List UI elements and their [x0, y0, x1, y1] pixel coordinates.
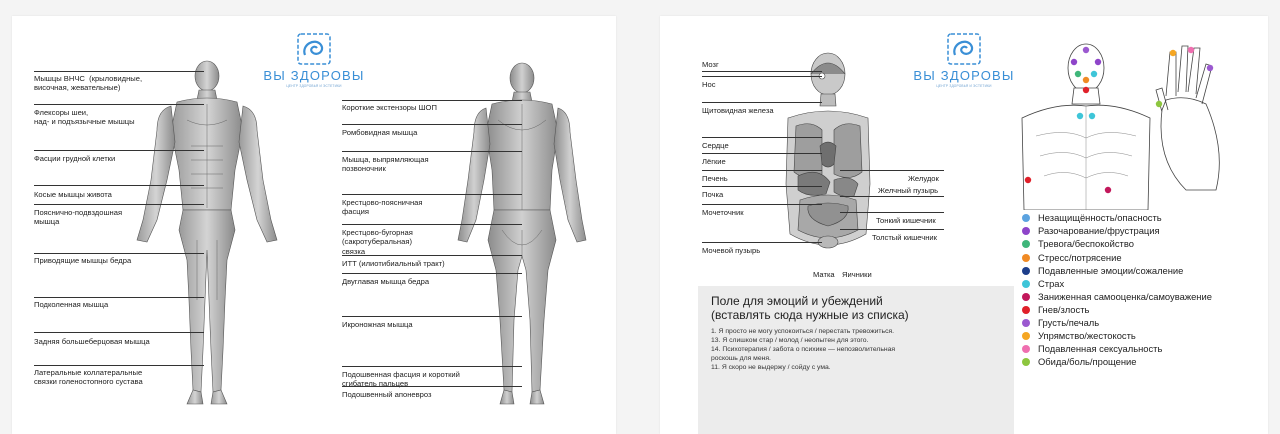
color-dot-icon: [1022, 358, 1030, 366]
pointer-line: [34, 297, 204, 298]
legend-label: Подавленные эмоции/сожаление: [1038, 265, 1184, 276]
color-dot-icon: [1022, 293, 1030, 301]
label-gallbladder: Желчный пузырь: [878, 186, 939, 195]
pointer-line: [34, 332, 204, 333]
pointer-line: [34, 104, 204, 105]
legend-label: Подавленная сексуальность: [1038, 343, 1163, 354]
legend-label: Тревога/беспокойство: [1038, 238, 1134, 249]
pointer-line: [702, 137, 822, 138]
organs-figure: [778, 34, 878, 274]
color-dot-icon: [1022, 306, 1030, 314]
logo-brand: ВЫ ЗДОРОВЫ: [263, 68, 365, 83]
pointer-line: [342, 100, 522, 101]
label-ureter: Мочеточник: [702, 208, 744, 217]
color-dot-icon: [1022, 319, 1030, 327]
label-gastrocnemius: Икроножная мышца: [342, 320, 413, 329]
legend-label: Стресс/потрясение: [1038, 252, 1122, 263]
label-short-extensors: Короткие экстензоры ШОП: [342, 103, 437, 112]
pointer-line: [342, 151, 522, 152]
page-muscles: [12, 16, 616, 434]
legend-item: [1022, 225, 1160, 236]
label-thigh-adductors: Приводящие мышцы бедра: [34, 256, 132, 265]
pointer-line: [702, 170, 822, 171]
logo-icon: [947, 33, 981, 65]
pointer-line: [702, 76, 822, 77]
label-erector-spinae: Мышца, выпрямляющая позвоночник: [342, 155, 429, 174]
pointer-line: [342, 224, 522, 225]
pointer-line: [342, 386, 522, 387]
label-itt: ИТТ (илиотибиальный тракт): [342, 259, 445, 268]
body-back-figure: [452, 60, 592, 410]
pointer-line: [702, 186, 822, 187]
legend-item: [1022, 238, 1134, 249]
label-brain: Мозг: [702, 60, 719, 69]
label-bladder: Мочевой пузырь: [702, 246, 761, 255]
pointer-line: [702, 204, 822, 205]
pointer-line: [34, 71, 204, 72]
label-uterus: Матка: [813, 270, 835, 279]
pointer-line: [342, 124, 522, 125]
logo-brand: ВЫ ЗДОРОВЫ: [913, 68, 1015, 83]
legend-item: [1022, 278, 1064, 289]
label-tmj-muscles: Мышцы ВНЧС (крыловидные, височная, жевательные): [34, 74, 143, 93]
label-heart: Сердце: [702, 141, 729, 150]
legend-item: [1022, 330, 1136, 341]
page-organs-emotions: [660, 16, 1268, 434]
color-dot-icon: [1022, 267, 1030, 275]
color-dot-icon: [1022, 240, 1030, 248]
label-large-intestine: Толстый кишечник: [872, 233, 937, 242]
pointer-line: [34, 253, 204, 254]
list-item: 1. Я просто не могу успокоиться / перестать тревожиться.: [711, 328, 895, 335]
label-sacrotuberous-ligament: Крестцово-бугорная (сакротуберальная) связка: [342, 228, 413, 256]
pointer-line: [34, 204, 204, 205]
label-thyroid: Щитовидная железа: [702, 106, 774, 115]
label-neck-flexors: Флексоры шеи, над- и подъязычные мышцы: [34, 108, 135, 127]
legend-label: Гнев/злость: [1038, 304, 1090, 315]
body-front-figure: [127, 60, 292, 410]
label-liver: Печень: [702, 174, 728, 183]
legend-item: [1022, 265, 1183, 276]
logo-tagline: ЦЕНТР ЗДОРОВЬЯ И ЭСТЕТИКИ: [286, 84, 342, 88]
color-dot-icon: [1022, 254, 1030, 262]
label-plantar-fascia: Подошвенная фасция и короткий сгибатель пальцев: [342, 370, 460, 389]
label-plantar-aponeurosis: Подошвенный апоневроз: [342, 390, 432, 399]
emotions-field: [698, 286, 1014, 434]
label-popliteus: Подколенная мышца: [34, 300, 109, 309]
pointer-line: [342, 316, 522, 317]
legend-item: [1022, 304, 1089, 315]
legend-item: [1022, 343, 1162, 354]
legend-item: [1022, 356, 1136, 367]
label-thoracolumbar-fascia: Крестцово-поясничная фасция: [342, 198, 423, 217]
pointer-line: [342, 366, 522, 367]
pointer-line: [702, 153, 822, 154]
pointer-line: [342, 273, 522, 274]
pointer-line: [34, 150, 204, 151]
legend-item: [1022, 212, 1162, 223]
color-dot-icon: [1022, 345, 1030, 353]
color-dot-icon: [1022, 214, 1030, 222]
logo-icon: [297, 33, 331, 65]
label-ankle-ligaments: Латеральные коллатеральные связки голеностопного сустава: [34, 368, 143, 387]
legend-item: [1022, 317, 1099, 328]
pointer-line: [342, 255, 522, 256]
label-biceps-femoris: Двуглавая мышца бедра: [342, 277, 430, 286]
list-item: 13. Я слишком стар / молод / неопытен для этого.: [711, 337, 869, 344]
legend-label: Упрямство/жестокость: [1038, 330, 1136, 341]
label-ovaries: Яичники: [842, 270, 872, 279]
emotions-field-title: Поле для эмоций и убеждений (вставлять сюда нужные из списка): [711, 294, 909, 322]
pointer-line: [840, 170, 944, 171]
pointer-line: [342, 194, 522, 195]
legend-label: Грусть/печаль: [1038, 317, 1100, 328]
list-item: 11. Я скоро не выдержу / сойду с ума.: [711, 364, 831, 371]
legend-label: Обида/боль/прощение: [1038, 356, 1137, 367]
face-hand-figure: [1016, 40, 1256, 210]
legend-label: Заниженная самооценка/самоуважение: [1038, 291, 1212, 302]
label-small-intestine: Тонкий кишечник: [876, 216, 936, 225]
pointer-line: [840, 196, 944, 197]
legend-item: [1022, 252, 1122, 263]
pointer-line: [702, 242, 822, 243]
label-oblique-muscles: Косые мышцы живота: [34, 190, 112, 199]
list-item: 14. Психотерапия / забота о психике — непозволительная роскошь для меня.: [711, 346, 896, 362]
pointer-line: [840, 212, 944, 213]
color-dot-icon: [1022, 227, 1030, 235]
label-rhomboid: Ромбовидная мышца: [342, 128, 418, 137]
label-kidney: Почка: [702, 190, 724, 199]
color-dot-icon: [1022, 332, 1030, 340]
pointer-line: [702, 71, 822, 72]
logo-tagline: ЦЕНТР ЗДОРОВЬЯ И ЭСТЕТИКИ: [936, 84, 992, 88]
label-tibialis-posterior: Задняя большеберцовая мышца: [34, 337, 150, 346]
label-chest-fascia: Фасции грудной клетки: [34, 154, 116, 163]
pointer-line: [702, 102, 822, 103]
label-stomach: Желудок: [908, 174, 939, 183]
color-dot-icon: [1022, 280, 1030, 288]
label-iliopsoas: Пояснично-подвздошная мышца: [34, 208, 123, 227]
label-lungs: Лёгкие: [702, 157, 726, 166]
legend-label: Разочарование/фрустрация: [1038, 225, 1160, 236]
pointer-line: [34, 185, 204, 186]
legend-label: Незащищённость/опасность: [1038, 212, 1162, 223]
label-nose: Нос: [702, 80, 716, 89]
logo: [906, 68, 1022, 88]
pointer-line: [34, 365, 204, 366]
legend-label: Страх: [1038, 278, 1065, 289]
legend-item: [1022, 291, 1212, 302]
pointer-line: [840, 229, 944, 230]
